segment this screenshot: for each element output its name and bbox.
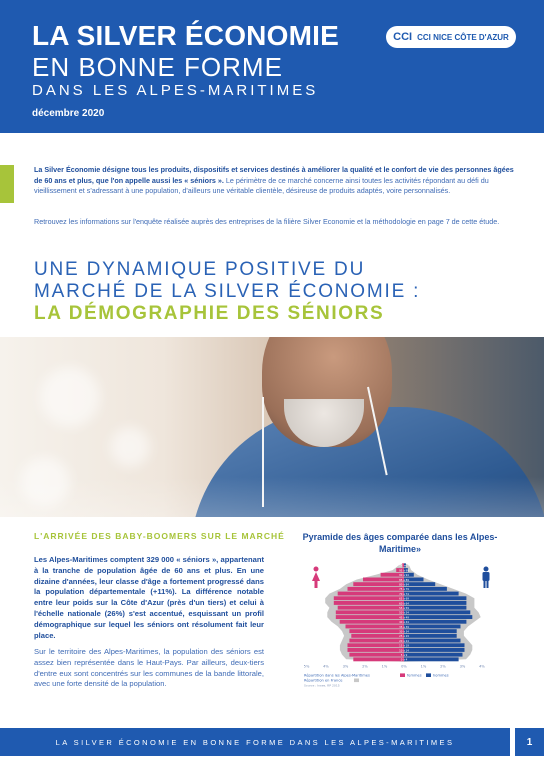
age-label-12: 40 à 44: [399, 621, 409, 625]
age-label-5: 75 à 79: [399, 588, 409, 592]
bar-femmes-12: [340, 620, 404, 624]
article-paragraph-1: Les Alpes-Maritimes comptent 329 000 « séniors », appartenant à la tranche de population âgée de 60 ans et plus. En une dizaine d'années, leur classe d'âge a fortement progressé dans la population départementale (+11%). La différence notable entre leur poids sur la Côte d'Azur (près d'un tiers) et celui à l'échelle nationale (26%) s'est accentué, esquissant un profil démographique sur lequel les séniors ont résolument fait leur place.: [34, 555, 264, 640]
bar-hommes-10: [404, 610, 470, 614]
header-banner: [0, 0, 544, 133]
age-label-13: 35 à 39: [399, 625, 409, 629]
bar-hommes-17: [404, 643, 465, 647]
cci-logo-mark: CCI: [393, 31, 413, 43]
bar-femmes-10: [336, 610, 404, 614]
section-title-line-2: MARCHÉ DE LA SILVER ÉCONOMIE :: [34, 281, 421, 302]
x-tick-label-8: 3%: [459, 664, 466, 669]
age-label-4: 80 à 84: [399, 583, 409, 587]
bar-hommes-12: [404, 620, 466, 624]
bar-femmes-11: [336, 615, 404, 619]
legend-femmes-label: femmes: [407, 673, 422, 678]
bar-femmes-3: [363, 578, 404, 582]
bar-femmes-14: [349, 629, 404, 633]
legend-hommes-swatch: [426, 673, 431, 677]
section-title-line-3: LA DÉMOGRAPHIE DES SÉNIORS: [34, 303, 385, 324]
bar-femmes-17: [348, 643, 405, 647]
title-line-2: EN BONNE FORME: [32, 52, 283, 82]
page-number: 1: [515, 728, 544, 756]
x-tick-label-5: 0%: [401, 664, 407, 669]
bar-femmes-8: [334, 601, 404, 605]
chart-source: Source : Insee, RP 2015: [304, 683, 340, 688]
legend-hommes-label: hommes: [433, 673, 449, 678]
bar-hommes-13: [404, 625, 461, 629]
legend-france-swatch: [354, 679, 359, 683]
age-label-16: 20 à 24: [399, 639, 409, 643]
bar-hommes-9: [404, 606, 466, 610]
bar-femmes-6: [338, 592, 404, 596]
x-tick-label-1: 4%: [323, 664, 329, 669]
bar-hommes-5: [404, 587, 447, 591]
legend-femmes-swatch: [400, 673, 405, 677]
intro-accent-bar: [0, 165, 14, 203]
bar-hommes-8: [404, 601, 466, 605]
x-tick-label-6: 1%: [420, 664, 427, 669]
chart-title: Pyramide des âges comparée dans les Alpes-Maritime»: [302, 532, 498, 554]
bar-femmes-16: [349, 639, 404, 643]
age-label-2: 90 à 94: [399, 574, 409, 578]
publication-date: décembre 2020: [32, 108, 105, 119]
age-label-20: 0 à 4: [400, 658, 408, 662]
x-tick-label-7: 2%: [440, 664, 446, 669]
bar-femmes-18: [348, 648, 405, 652]
bar-hommes-14: [404, 629, 457, 633]
bar-femmes-20: [353, 657, 404, 661]
bar-femmes-19: [349, 653, 404, 657]
age-label-19: 5 à 9: [400, 654, 408, 657]
age-label-11: 45 à 49: [399, 616, 409, 620]
bar-hommes-6: [404, 592, 459, 596]
methodology-note: Retrouvez les informations sur l'enquête réalisée auprès des entreprises de la filière Silver Economie et la méthodologie en page 7 de cette étude.: [34, 217, 500, 226]
age-label-18: 10 à 14: [399, 649, 409, 653]
age-label-9: 55 à 59: [399, 607, 409, 610]
title-line-1: LA SILVER ÉCONOMIE: [32, 20, 339, 51]
age-label-15: 25 à 29: [399, 635, 409, 639]
title-line-3: DANS LES ALPES-MARITIMES: [32, 82, 319, 99]
bar-femmes-4: [353, 582, 404, 586]
section-title-line-1: UNE DYNAMIQUE POSITIVE DU: [34, 259, 366, 280]
age-label-7: 65 à 69: [399, 597, 409, 601]
intro-bold-text: La Silver Économie désigne tous les produits, dispositifs et services destinés à améliorer la qualité et le confort de vie des personnes âgées de 60 ans et plus, que l'on appelle aussi les « séniors ».: [34, 165, 514, 185]
footer-bar: LA SILVER ÉCONOMIE EN BONNE FORME DANS LES ALPES-MARITIMES: [0, 728, 510, 756]
age-pyramid-chart: [304, 560, 492, 725]
bar-femmes-5: [348, 587, 405, 591]
bar-hommes-20: [404, 657, 459, 661]
bar-femmes-15: [351, 634, 404, 638]
bar-hommes-11: [404, 615, 472, 619]
age-label-14: 30 à 34: [399, 630, 409, 634]
age-label-6: 70 à 74: [399, 592, 409, 596]
bar-femmes-7: [334, 596, 404, 600]
bar-femmes-9: [338, 606, 404, 610]
article-paragraph-2: Sur le territoire des Alpes-Maritimes, la population des séniors est assez bien représentée dans le Haut-Pays. Par ailleurs, deux-tiers d'entre eux sont concentrés sur les communes de la bande littorale, avec une forte densité de la population.: [34, 647, 264, 689]
x-tick-label-0: 5%: [304, 664, 310, 669]
age-label-17: 15 à 19: [399, 644, 409, 648]
intro-paragraph: [34, 165, 524, 197]
x-tick-label-3: 2%: [362, 664, 368, 669]
legend-am-label: Répartition dans les Alpes-Maritimes: [304, 673, 370, 678]
age-label-10: 50 à 54: [399, 611, 409, 615]
bar-hommes-18: [404, 648, 465, 652]
age-label-0: 100 et +: [398, 564, 410, 568]
bar-hommes-16: [404, 639, 461, 643]
age-label-3: 85 à 89: [399, 578, 409, 582]
x-tick-label-9: 4%: [479, 664, 485, 669]
cci-logo-text: CCI NICE CÔTE D'AZUR: [417, 32, 509, 42]
age-label-8: 60 à 64: [399, 602, 409, 606]
section-title: [34, 259, 420, 303]
article-subtitle: L'ARRIVÉE DES BABY-BOOMERS SUR LE MARCHÉ: [34, 531, 285, 541]
cci-logo: [386, 26, 516, 48]
bar-hommes-7: [404, 596, 466, 600]
legend-fr-label: Répartition en France: [304, 678, 343, 683]
bar-hommes-19: [404, 653, 463, 657]
x-tick-label-2: 3%: [342, 664, 349, 669]
intro-rest-text: Le périmètre de ce marché concerne ainsi toutes les activités répondant au défi du vieillissement et s'adressant à une population, d'ailleurs une véritable clientèle, désireuse de produits adaptés, voire personnalisés.: [34, 175, 489, 195]
bar-femmes-13: [346, 625, 405, 629]
age-label-1: 95 à 99: [399, 569, 409, 573]
x-tick-label-4: 1%: [381, 664, 388, 669]
senior-jogger-photo: [0, 337, 544, 517]
bar-hommes-15: [404, 634, 457, 638]
